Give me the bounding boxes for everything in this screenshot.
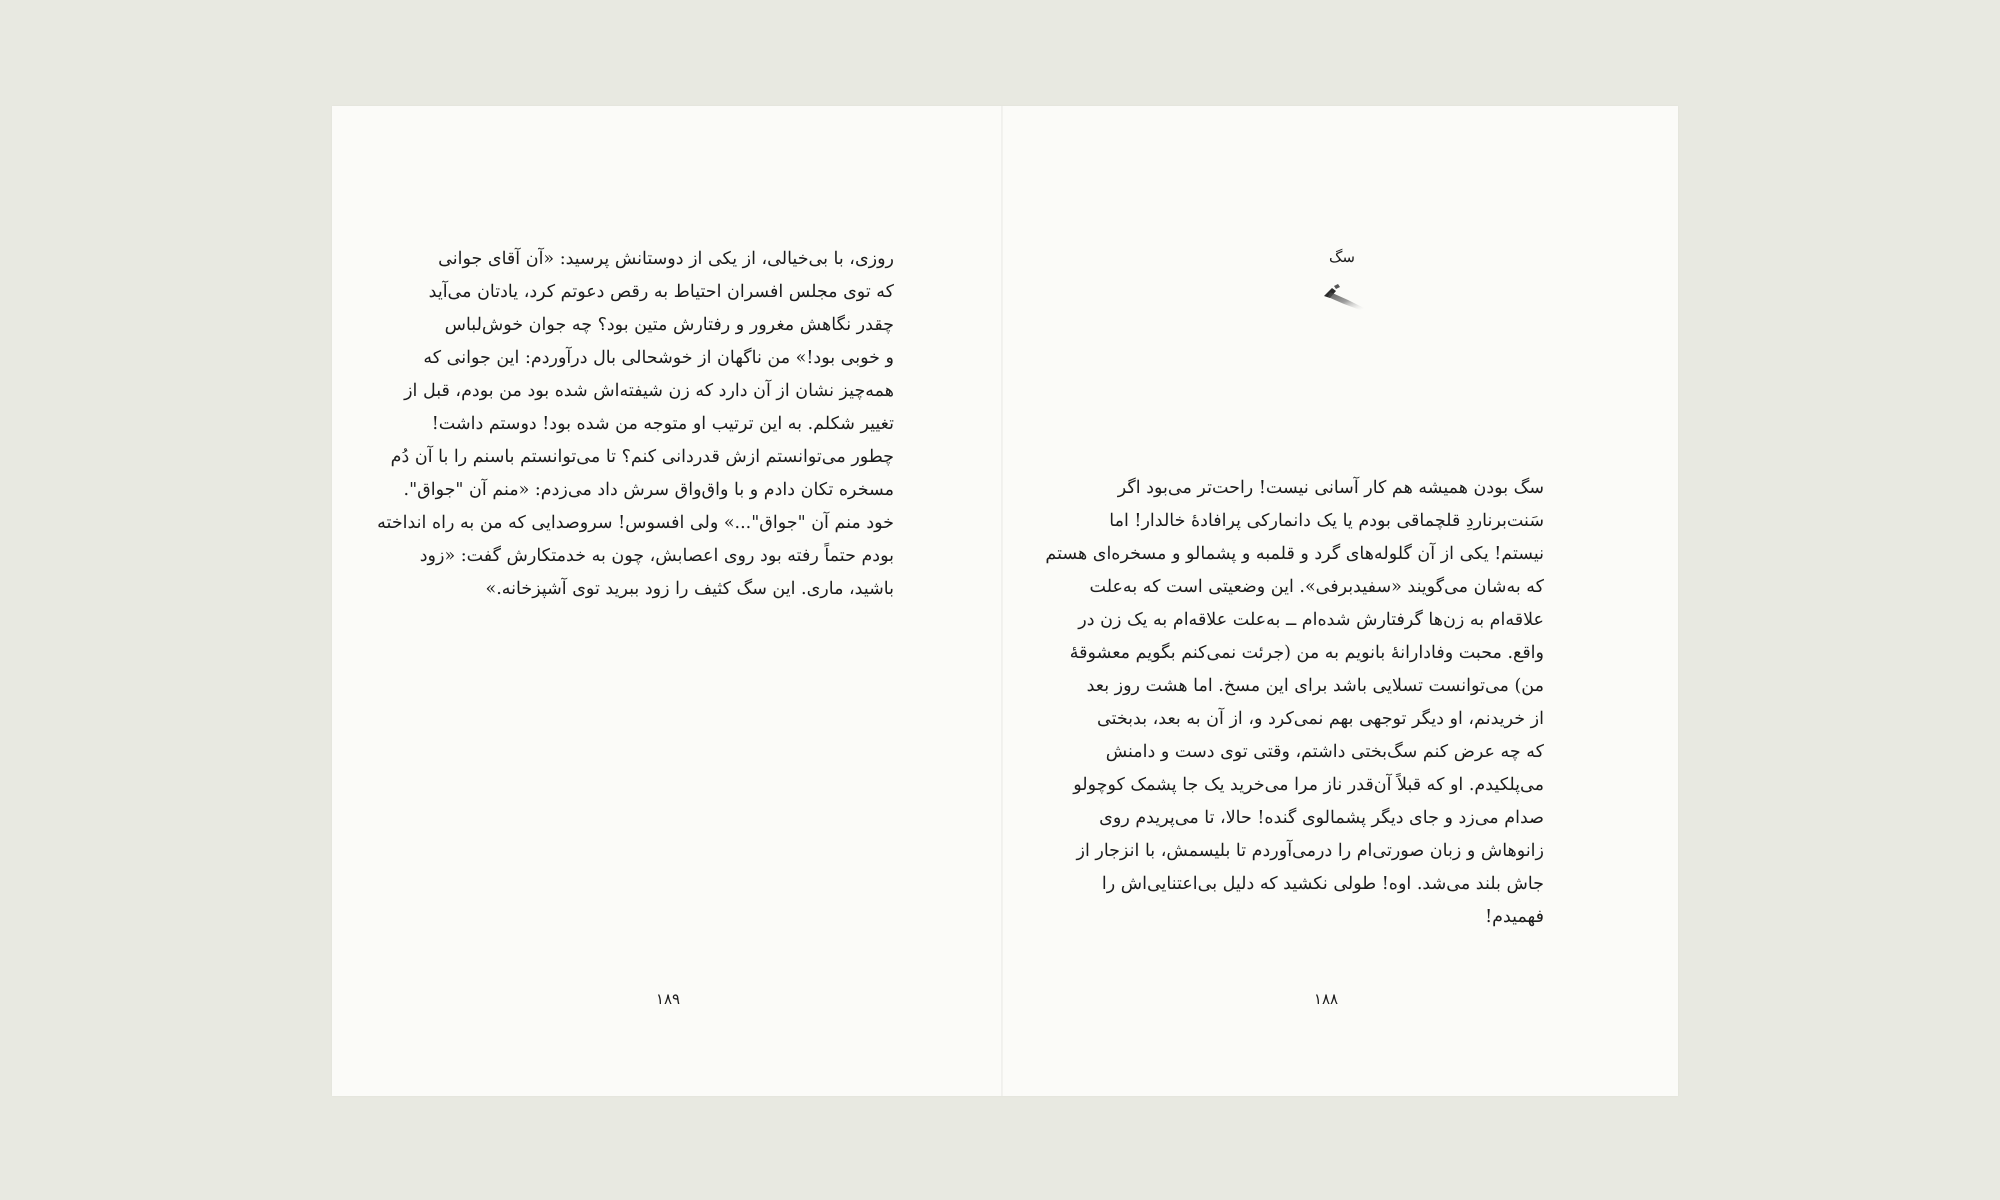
- text-line: جاش بلند می‌شد. اوه! طولی نکشید که دلیل بی‌اعتنایی‌اش را: [1101, 874, 1544, 894]
- text-line: می‌پلکیدم. او که قبلاً آن‌قدر ناز مرا می‌خرید یک جا پشمک کوچولو: [1073, 775, 1544, 795]
- text-line: صدام می‌زد و جای دیگر پشمالوی گنده! حالا، تا می‌پریدم روی: [1099, 808, 1544, 828]
- text-line: روزی، با بی‌خیالی، از یکی از دوستانش پرسید: «آن آقای جوانی: [438, 249, 894, 269]
- text-line: باشید، ماری. این سگ کثیف را زود ببرید توی آشپزخانه.»: [485, 579, 894, 599]
- running-head: سگ: [1329, 248, 1355, 266]
- ornament-icon: [1320, 278, 1370, 314]
- text-line: چطور می‌توانستم ازش قدردانی کنم؟ تا می‌توانستم باسنم را با آن دُم: [390, 447, 894, 467]
- right-page: [1002, 106, 1678, 1096]
- text-line: نیستم! یکی از آن گلوله‌های گرد و قلمبه و پشمالو و مسخره‌ای هستم: [1045, 544, 1544, 564]
- text-line: خود منم آن "جواق"...» ولی افسوس! سروصدایی که من به راه انداخته: [377, 513, 894, 533]
- text-line: از خریدنم، او دیگر توجهی بهم نمی‌کرد و، از آن به بعد، بدبختی: [1097, 709, 1544, 729]
- text-line: بودم حتماً رفته بود روی اعصابش، چون به خدمتکارش گفت: «زود: [419, 546, 894, 566]
- book-spread: [332, 106, 1678, 1096]
- page-number-right: ۱۸۸: [1313, 990, 1339, 1008]
- left-page-text: [377, 243, 894, 723]
- text-line: علاقه‌ام به زن‌ها گرفتارش شده‌ام ــ به‌علت علاقه‌ام به یک زن در: [1078, 610, 1544, 630]
- text-line: همه‌چیز نشان از آن دارد که زن شیفته‌اش شده بود من بودم، قبل از: [404, 381, 894, 401]
- text-line: من) می‌توانست تسلایی باشد برای این مسخ. اما هشت روز بعد: [1086, 676, 1544, 696]
- left-page: [332, 106, 1002, 1096]
- text-line: سگ بودن همیشه هم کار آسانی نیست! راحت‌تر می‌بود اگر: [1117, 478, 1544, 498]
- text-line: و خوبی بود!» من ناگهان از خوشحالی بال درآوردم: این جوانی که: [423, 348, 894, 368]
- text-line: که چه عرض کنم سگ‌بختی داشتم، وقتی توی دست و دامنش: [1105, 742, 1544, 762]
- text-line: مسخره تکان دادم و با واق‌واق سرش داد می‌زدم: «منم آن "جواق".: [403, 480, 894, 500]
- page-number-left: ۱۸۹: [655, 990, 681, 1008]
- text-line: زانوهاش و زبان صورتی‌ام را درمی‌آوردم تا بلیسمش، با انزجار از: [1076, 841, 1544, 861]
- text-line: سَنت‌برناردِ قلچماقی بودم یا یک دانمارکی پرافادهٔ خالدار! اما: [1109, 511, 1544, 531]
- text-line: که به‌شان می‌گویند «سفیدبرفی». این وضعیتی است که به‌علت: [1089, 577, 1544, 597]
- text-line: واقع. محبت وفادارانهٔ بانویم به من (جرئت نمی‌کنم بگویم معشوقهٔ: [1069, 643, 1544, 663]
- text-line: تغییر شکلم. به این ترتیب او متوجه من شده بود! دوستم داشت!: [431, 414, 894, 434]
- text-line: فهمیدم!: [1485, 907, 1544, 927]
- text-line: چقدر نگاهش مغرور و رفتارش متین بود؟ چه جوان خوش‌لباس: [444, 315, 894, 335]
- right-page-text: [1045, 472, 1544, 952]
- text-line: که توی مجلس افسران احتیاط به رقص دعوتم کرد، یادتان می‌آید: [428, 282, 894, 302]
